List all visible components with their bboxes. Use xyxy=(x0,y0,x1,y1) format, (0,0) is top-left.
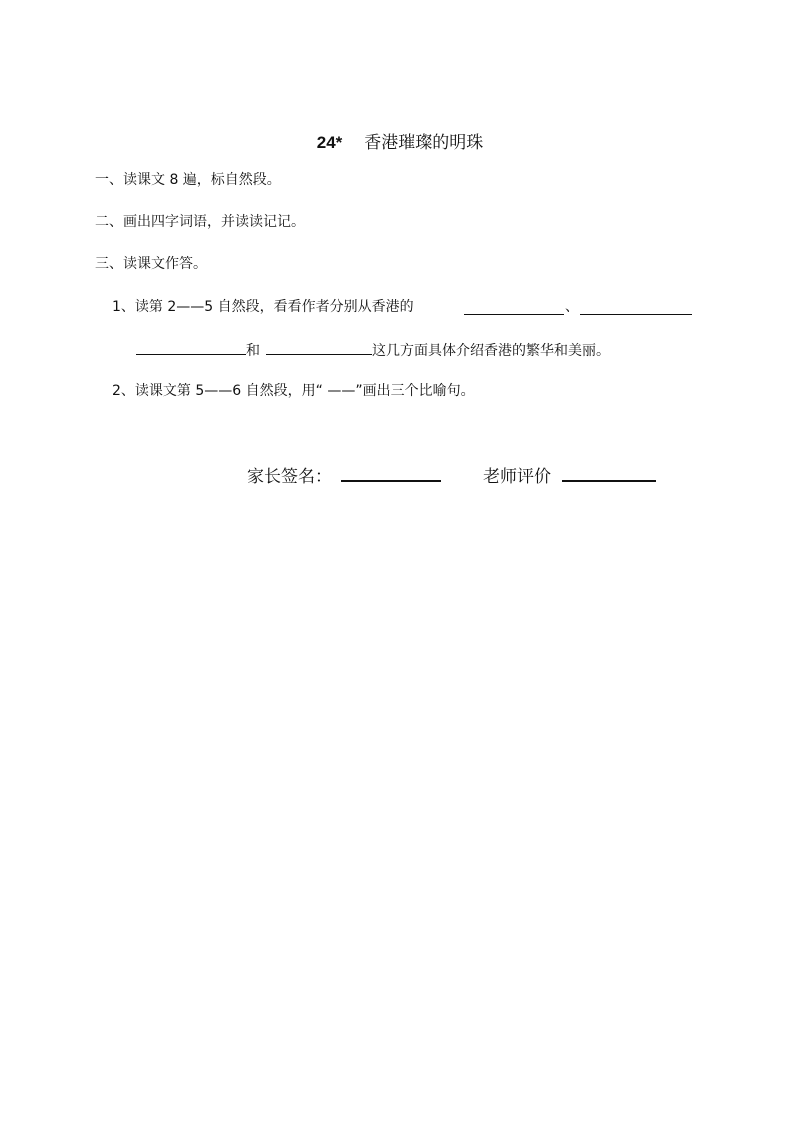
teacher-evaluation-field[interactable] xyxy=(562,462,656,482)
question-one-line2 xyxy=(136,340,610,361)
question-one-text: 1、读第 2——5 自然段，看看作者分别从香港的 xyxy=(112,299,414,315)
parent-signature-row xyxy=(247,462,441,489)
answer-blank-3[interactable] xyxy=(136,340,246,355)
teacher-evaluation-row xyxy=(483,462,656,489)
section-one: 一、读课文 8 遍，标自然段。 xyxy=(95,172,281,188)
page-title xyxy=(0,128,800,153)
question-one-tail: 这几方面具体介绍香港的繁华和美丽。 xyxy=(372,343,610,359)
blank-separator: 、 xyxy=(565,299,579,315)
parent-signature-field[interactable] xyxy=(341,462,441,482)
lesson-number: 24* xyxy=(316,133,343,152)
question-one-line1 xyxy=(112,297,414,317)
parent-signature-label: 家长签名： xyxy=(247,467,332,487)
section-three: 三、读课文作答。 xyxy=(95,256,207,272)
question-two: 2、读课文第 5——6 自然段，用“ ——”画出三个比喻句。 xyxy=(112,383,475,399)
answer-blank-1[interactable] xyxy=(464,300,564,315)
lesson-title: 香港璀璨的明珠 xyxy=(364,133,484,153)
answer-blank-2[interactable] xyxy=(580,300,692,315)
answer-blank-4[interactable] xyxy=(266,340,372,355)
section-two: 二、画出四字词语，并读读记记。 xyxy=(95,214,305,230)
and-word: 和 xyxy=(246,343,260,359)
teacher-evaluation-label: 老师评价 xyxy=(483,467,551,487)
